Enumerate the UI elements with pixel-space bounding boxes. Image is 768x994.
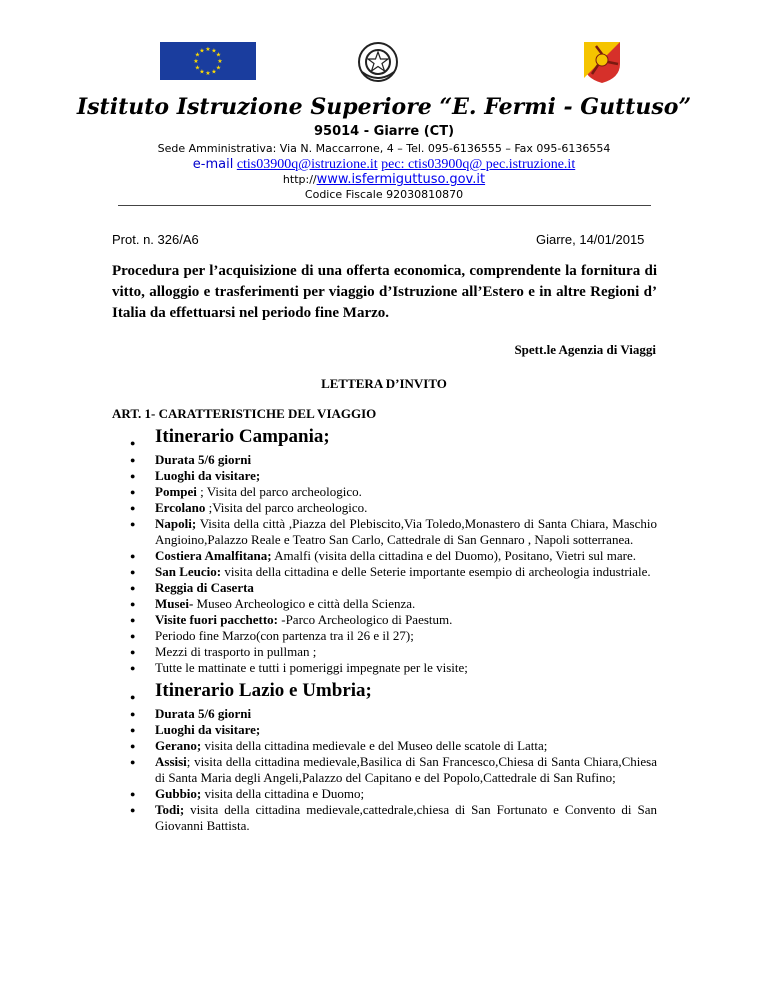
- list-item: [112, 802, 657, 834]
- header-divider: [118, 205, 651, 206]
- institute-website-line: [0, 172, 768, 187]
- letter-title: LETTERA D’INVITO: [321, 376, 447, 391]
- list-item: [112, 564, 657, 580]
- svg-text:★: ★: [215, 51, 222, 59]
- list-item: [112, 754, 657, 786]
- svg-text:★: ★: [199, 47, 205, 55]
- item-bold-label: Pompei: [155, 484, 197, 499]
- item-bold-label: Gerano;: [155, 738, 202, 753]
- item-bold-label: Durata 5/6 giorni: [155, 452, 252, 467]
- item-bold-label: Gubbio;: [155, 786, 202, 801]
- item-bold-label: Luoghi da visitare;: [155, 722, 261, 737]
- campania-items: [112, 452, 657, 676]
- article-heading: ART. 1- CARATTERISTICHE DEL VIAGGIO: [112, 406, 377, 421]
- fiscal-code: Codice Fiscale 92030810870: [304, 188, 464, 201]
- item-text: Mezzi di trasporto in pullman ;: [155, 644, 317, 659]
- svg-text:★: ★: [205, 70, 211, 77]
- item-text: Tutte le mattinate e tutti i pomeriggi impegnate per le visite;: [155, 660, 468, 675]
- list-item: [112, 628, 657, 644]
- item-text: Museo Archeologico e città della Scienza.: [193, 596, 416, 611]
- list-item: [112, 596, 657, 612]
- list-item: [112, 612, 657, 628]
- email-link[interactable]: ctis03900q@istruzione.it: [236, 157, 378, 172]
- list-item: [112, 580, 657, 596]
- item-bold-label: Durata 5/6 giorni: [155, 706, 252, 721]
- lazio-items: [112, 706, 657, 834]
- item-bold-label: Luoghi da visitare;: [155, 468, 261, 483]
- item-text: ;Visita del parco archeologico.: [205, 500, 368, 515]
- item-text: visita della cittadina e delle Seterie importante esempio di archeologia industriale.: [221, 564, 651, 579]
- lazio-heading: ● Itinerario Lazio e Umbria;: [112, 678, 657, 704]
- svg-text:★: ★: [194, 51, 201, 59]
- svg-text:★: ★: [211, 47, 217, 55]
- svg-text:★: ★: [217, 58, 223, 65]
- italian-emblem-logo: [356, 40, 400, 84]
- pec-link[interactable]: pec: ctis03900q@ pec.istruzione.it: [381, 157, 576, 172]
- item-text: ; visita della cittadina medievale,Basilica di San Francesco,Chiesa di Santa Chiara,Chiesa di Santa Maria degli Angeli,Palazzo del Capitano e del Popolo,Cattedrale di San Rufino;: [155, 754, 657, 785]
- email-label: e-mail: [192, 157, 234, 172]
- item-text: visita della cittadina medievale e del Museo delle scatole di Latta;: [201, 738, 548, 753]
- procedure-intro: Procedura per l’acquisizione di una offerta economica, comprendente la fornitura di vitto, alloggio e trasferimenti per viaggio d’Istruzione all’Estero e in altre Regioni d’ Italia da effettuarsi nel periodo fine Marzo.: [112, 263, 657, 321]
- institute-city: 95014 - Giarre (CT): [313, 124, 455, 139]
- item-bold-label: Reggia di Caserta: [155, 580, 254, 595]
- item-text: Periodo fine Marzo(con partenza tra il 26 e il 27);: [155, 628, 414, 643]
- item-bold-label: Napoli;: [155, 516, 197, 531]
- list-item: [112, 660, 657, 676]
- item-text: visita della cittadina medievale,cattedrale,chiesa di San Fortunato e Convento di San Giovanni Battista.: [155, 802, 657, 833]
- eu-flag-logo: [160, 42, 256, 80]
- svg-text:★: ★: [205, 46, 211, 53]
- letter-date: Giarre, 14/01/2015: [536, 232, 645, 247]
- item-text: ; Visita del parco archeologico.: [196, 484, 362, 499]
- list-item: [112, 516, 657, 548]
- web-prefix: http://: [282, 173, 317, 186]
- list-item: [112, 468, 657, 484]
- list-item: [112, 644, 657, 660]
- item-bold-label: Musei-: [155, 596, 194, 611]
- svg-text:★: ★: [193, 58, 199, 65]
- campania-heading: ● Itinerario Campania;: [112, 424, 657, 450]
- itinerary-list: [112, 424, 657, 834]
- svg-text:★: ★: [199, 68, 205, 76]
- list-item: [112, 706, 657, 722]
- item-text: -Parco Archeologico di Paestum.: [278, 612, 453, 627]
- list-item: [112, 786, 657, 802]
- item-bold-label: Assisi: [155, 754, 187, 769]
- item-bold-label: Visite fuori pacchetto:: [155, 612, 278, 627]
- institute-address: Sede Amministrativa: Via N. Maccarrone, 4 – Tel. 095-6136555 – Fax 095-6136554: [157, 142, 611, 155]
- item-text: Visita della città ,Piazza del Plebiscito,Via Toledo,Monastero di Santa Chiara, Maschio Angioino,Palazzo Reale e Teatro San Carlo, Cattedrale di San Gennaro , Napoli sotterranea.: [155, 516, 657, 547]
- list-item: [112, 484, 657, 500]
- svg-text:★: ★: [194, 64, 201, 72]
- list-item: [112, 452, 657, 468]
- item-text: visita della cittadina e Duomo;: [201, 786, 365, 801]
- svg-text:★: ★: [211, 68, 217, 76]
- item-bold-label: Ercolano: [155, 500, 206, 515]
- list-item: [112, 548, 657, 564]
- recipient: Spett.le Agenzia di Viaggi: [514, 342, 656, 357]
- sicily-coat-of-arms-logo: [582, 40, 622, 84]
- item-bold-label: San Leucio:: [155, 564, 222, 579]
- list-item: [112, 500, 657, 516]
- website-link[interactable]: www.isfermiguttuso.gov.it: [316, 172, 486, 187]
- institute-title: Istituto Istruzione Superiore “E. Fermi - Guttuso”: [76, 94, 692, 120]
- item-text: Amalfi (visita della cittadina e del Duomo), Positano, Vietri sul mare.: [271, 548, 636, 563]
- list-item: [112, 738, 657, 754]
- institute-email-line: [0, 157, 768, 173]
- list-item: [112, 722, 657, 738]
- svg-text:★: ★: [215, 64, 222, 72]
- item-bold-label: Costiera Amalfitana;: [155, 548, 272, 563]
- protocol-number: Prot. n. 326/A6: [112, 232, 199, 247]
- item-bold-label: Todi;: [155, 802, 185, 817]
